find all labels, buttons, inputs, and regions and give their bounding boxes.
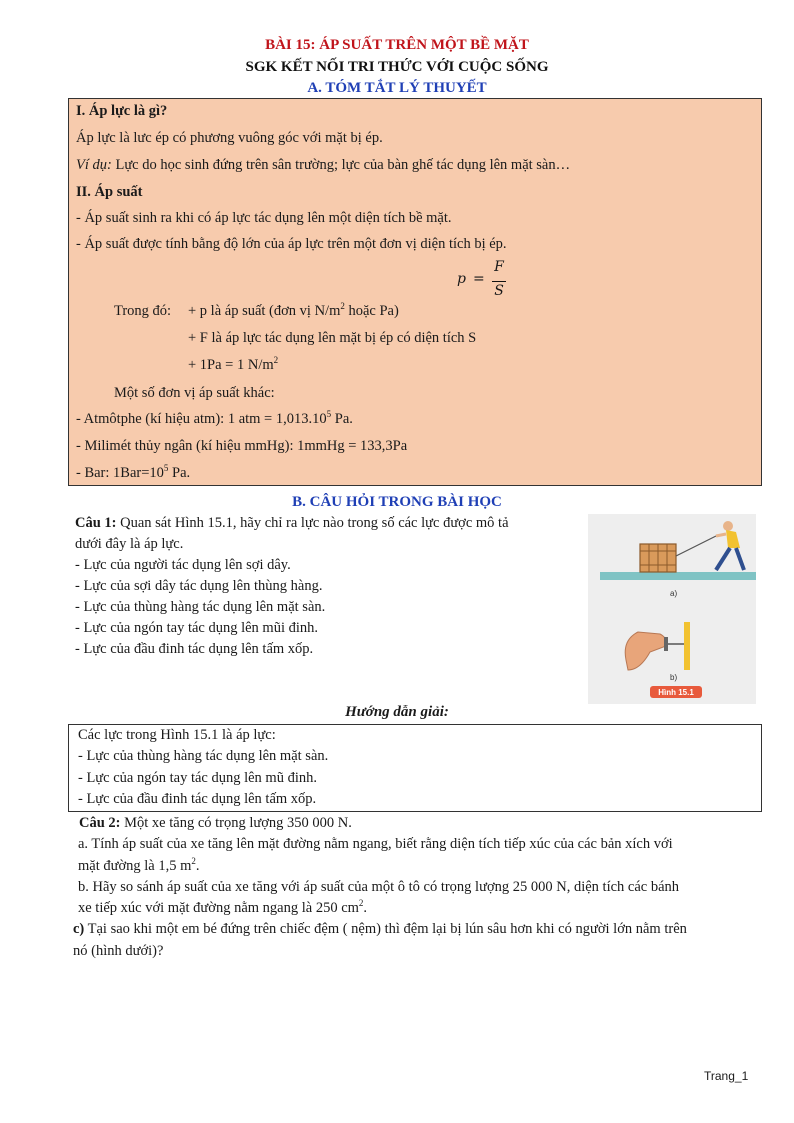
answer-line: - Lực của ngón tay tác dụng lên mũ đinh. — [78, 770, 317, 786]
theory-text-3: - Áp suất được tính bằng độ lớn của áp lực trên một đơn vị diện tích bị ép. — [76, 236, 507, 252]
theory-box — [68, 98, 762, 486]
figure-label-a: a) — [670, 589, 678, 598]
formula-p: p — [457, 271, 466, 287]
question-1-text: Câu 1: Quan sát Hình 15.1, hãy chỉ ra lực nào trong số các lực được mô tả — [75, 515, 509, 531]
question-2-text: Câu 2: Một xe tăng có trọng lượng 350 000 N. — [79, 815, 352, 831]
figure-15-1 — [588, 514, 756, 704]
where-line-3: + 1Pa = 1 $N/m^2$ — [188, 355, 279, 373]
section-a-heading: A. TÓM TẮT LÝ THUYẾT — [307, 80, 487, 96]
list-item: - Lực của người tác dụng lên sợi dây. — [75, 557, 291, 573]
question-1 — [75, 515, 580, 665]
unit-atm: - Atmôtphe (kí hiệu atm): 1 atm = $1,013.10^5$ Pa. — [76, 409, 353, 427]
section-b-heading: B. CÂU HỎI TRONG BÀI HỌC — [292, 494, 502, 510]
where-line-2: + F là áp lực tác dụng lên mặt bị ép có diện tích S — [188, 330, 477, 346]
question-2-part-b: b. Hãy so sánh áp suất của xe tăng với áp suất của một ô tô có trọng lượng 25 000 N, diện tích các bánh — [78, 879, 680, 895]
answer-line: Các lực trong Hình 15.1 là áp lực: — [78, 727, 276, 743]
formula-fraction-bar — [492, 281, 506, 282]
other-units-label: Một số đơn vị áp suất khác: — [114, 385, 275, 401]
formula-equals: = — [473, 271, 485, 287]
list-item: - Lực của ngón tay tác dụng lên mũi đinh. — [75, 620, 319, 636]
theory-text-1: Áp lực là lưc ép có phương vuông góc với mặt bị ép. — [76, 130, 383, 146]
answer-line: - Lực của đầu đinh tác dụng lên tấm xốp. — [78, 791, 317, 807]
unit-mmhg: - Milimét thủy ngân (kí hiệu mmHg): 1mmHg = 133,3Pa — [76, 438, 408, 454]
list-item: - Lực của thùng hàng tác dụng lên mặt sàn. — [75, 599, 326, 615]
formula-numerator: F — [494, 259, 504, 275]
question-2-part-b-cont: xe tiếp xúc với mặt đường nằm ngang là 250 $cm^2$. — [78, 898, 368, 916]
question-2-part-c: c) Tại sao khi một em bé đứng trên chiếc đệm ( nệm) thì đệm lại bị lún sâu hơn khi có người lớn nằm trên — [73, 921, 687, 937]
figure-caption: Hình 15.1 — [658, 688, 694, 697]
list-item: - Lực của đầu đinh tác dụng lên tấm xốp. — [75, 641, 314, 657]
question-2-part-a-cont: mặt đường là 1,5 $m^2$. — [78, 856, 200, 874]
question-1-text-cont: dưới đây là áp lực. — [75, 536, 184, 552]
where-label: Trong đó: — [114, 303, 172, 319]
question-2-part-a: a. Tính áp suất của xe tăng lên mặt đường nằm ngang, biết rằng diện tích tiếp xúc của các bản xích với — [78, 836, 673, 852]
floor-shape — [600, 572, 756, 580]
theory-heading-2: II. Áp suất — [76, 184, 143, 200]
crate-shape — [640, 544, 676, 572]
figure-illustration — [588, 514, 756, 704]
formula-denominator: S — [494, 283, 504, 299]
figure-label-b: b) — [670, 673, 678, 682]
where-line-1: + p là áp suất (đơn vị $N/m^2$ hoặc Pa) — [188, 301, 399, 319]
theory-heading-1: I. Áp lực là gì? — [76, 103, 168, 119]
page-number: Trang_1 — [704, 1069, 749, 1083]
unit-bar: - Bar: $1Bar=10^5$ Pa. — [76, 463, 191, 481]
theory-example: Ví dụ: Lực do học sinh đứng trên sân trường; lực của bàn ghế tác dụng lên mặt sàn… — [76, 157, 571, 173]
answer-box — [68, 724, 762, 812]
theory-text-2: - Áp suất sinh ra khi có áp lực tác dụng lên một diện tích bề mặt. — [76, 210, 452, 226]
page-subtitle: SGK KẾT NỐI TRI THỨC VỚI CUỘC SỐNG — [245, 59, 549, 75]
question-2-part-c-cont: nó (hình dưới)? — [73, 943, 164, 959]
list-item: - Lực của sợi dây tác dụng lên thùng hàng. — [75, 578, 323, 594]
guide-heading: Hướng dẫn giải: — [345, 704, 449, 720]
page-title: BÀI 15: ÁP SUẤT TRÊN MỘT BỀ MẶT — [265, 37, 529, 53]
question-2 — [75, 815, 765, 965]
answer-line: - Lực của thùng hàng tác dụng lên mặt sàn. — [78, 748, 329, 764]
